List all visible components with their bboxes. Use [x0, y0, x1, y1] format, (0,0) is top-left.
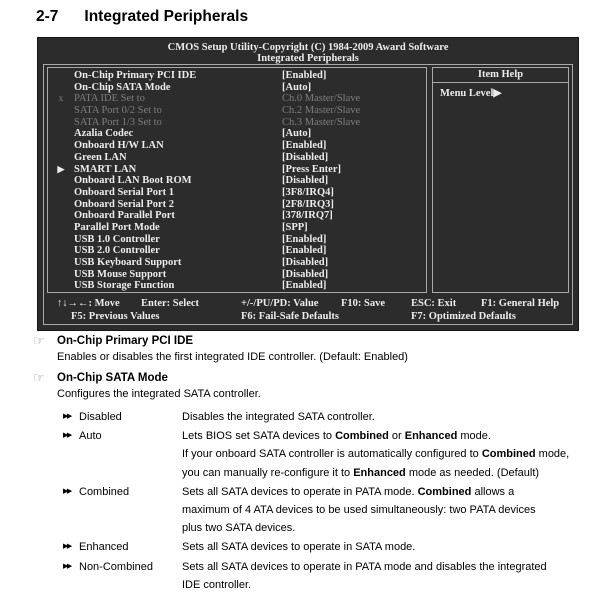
bios-item-row	[48, 245, 426, 257]
key-hint: F5: Previous Values	[71, 311, 160, 322]
bios-item-row	[48, 152, 426, 164]
item-value: [Disabled]	[282, 175, 329, 187]
item-value: [3F8/IRQ4]	[282, 186, 334, 198]
menu-level-label: Menu Level	[440, 88, 494, 99]
description-line	[182, 519, 612, 537]
item-label: Onboard Parallel Port	[74, 210, 175, 222]
bios-item-row	[48, 175, 426, 187]
description-line	[182, 483, 612, 501]
item-marker	[48, 210, 74, 222]
bios-copyright-line: CMOS Setup Utility-Copyright (C) 1984-2009 Award Software	[167, 42, 449, 53]
text: Sets all SATA devices to operate in SATA mode.	[182, 541, 416, 554]
description-line	[182, 558, 612, 576]
bios-item-row	[48, 257, 426, 269]
description-line	[182, 501, 612, 519]
bold-text: Combined	[335, 430, 389, 443]
option-description	[182, 558, 612, 594]
item-label: SATA Port 0/2 Set to	[74, 105, 162, 117]
doc-section	[0, 371, 612, 594]
section-heading: On-Chip Primary PCI IDE	[57, 334, 194, 347]
bios-items-panel	[47, 67, 427, 293]
hand-bullet-icon: ☞	[33, 370, 45, 385]
item-marker	[48, 280, 74, 292]
option-description	[182, 427, 612, 482]
item-marker	[48, 199, 74, 211]
option-description	[182, 483, 612, 538]
text: allows a	[471, 485, 515, 498]
double-arrow-icon: ▶▶	[63, 432, 71, 440]
item-value: [Enabled]	[282, 233, 327, 245]
item-marker	[48, 105, 74, 117]
option-name: Non-Combined	[79, 560, 153, 573]
bios-frame	[43, 64, 573, 325]
key-hint: F10: Save	[341, 298, 386, 309]
item-label: On-Chip SATA Mode	[74, 81, 171, 93]
item-value: [Disabled]	[282, 268, 329, 280]
options-list	[63, 408, 612, 594]
doc-section	[0, 334, 612, 364]
item-marker	[48, 222, 74, 234]
bios-item-row	[48, 222, 426, 234]
item-value: [2F8/IRQ3]	[282, 198, 334, 210]
bios-item-row	[48, 210, 426, 222]
bios-keylegend-row1	[44, 298, 572, 310]
option-name: Enhanced	[79, 541, 129, 554]
item-label: Onboard H/W LAN	[74, 140, 164, 152]
text: If your onboard SATA controller is automatically configured to	[182, 448, 482, 461]
option-row	[63, 538, 612, 556]
text: mode.	[457, 430, 491, 443]
option-row	[63, 427, 612, 482]
item-value: [Enabled]	[282, 245, 327, 257]
item-marker: x	[58, 93, 64, 104]
item-value: [378/IRQ7]	[282, 210, 333, 222]
item-value: [Auto]	[282, 128, 312, 140]
item-label: PATA IDE Set to	[74, 93, 145, 105]
item-marker	[48, 269, 74, 281]
text: or	[388, 430, 405, 443]
bold-text: Combined	[417, 485, 472, 498]
bios-item-row	[48, 93, 426, 105]
double-arrow-icon: ▶▶	[63, 413, 71, 420]
item-value: [Auto]	[282, 81, 312, 93]
item-value: [SPP]	[282, 221, 308, 233]
bios-screen-title: Integrated Peripherals	[257, 53, 359, 64]
bios-item-row	[48, 187, 426, 199]
key-hint: ESC: Exit	[411, 298, 457, 309]
item-marker	[48, 128, 74, 140]
item-value: [Enabled]	[282, 140, 327, 152]
description-line	[182, 408, 612, 426]
item-label: USB 2.0 Controller	[74, 245, 160, 257]
bios-item-row	[48, 105, 426, 117]
bios-item-row	[48, 280, 426, 292]
section-heading-row	[33, 371, 612, 384]
option-description	[182, 408, 612, 426]
item-label: Azalia Codec	[74, 128, 134, 140]
item-value: [Enabled]	[282, 70, 327, 81]
bios-help-panel	[432, 67, 569, 293]
description-line	[182, 538, 612, 556]
key-hint: ↑↓→←: Move	[57, 298, 120, 309]
option-row	[63, 483, 612, 538]
item-marker	[48, 82, 74, 94]
section-paragraph	[57, 387, 612, 401]
text: IDE controller.	[182, 578, 252, 591]
item-marker	[48, 175, 74, 187]
item-value: [Enabled]	[282, 280, 327, 292]
bold-text: Combined	[481, 448, 536, 461]
description-line	[182, 464, 612, 482]
option-description	[182, 538, 612, 556]
bios-item-row	[48, 128, 426, 140]
section-paragraph	[57, 350, 612, 364]
key-hint: F7: Optimized Defaults	[411, 311, 516, 322]
key-hint: Enter: Select	[141, 298, 200, 309]
item-marker	[48, 257, 74, 269]
item-label: SMART LAN	[74, 163, 137, 175]
bios-item-row	[48, 82, 426, 94]
item-value: Ch.3 Master/Slave	[282, 116, 361, 128]
text: Sets all SATA devices to operate in PATA mode.	[182, 485, 418, 498]
key-hint: F1: General Help	[481, 298, 560, 309]
double-arrow-icon: ▶▶	[63, 562, 71, 570]
bios-item-row	[48, 269, 426, 281]
item-label: Parallel Port Mode	[74, 221, 160, 233]
item-marker	[48, 152, 74, 164]
item-label: USB 1.0 Controller	[74, 233, 160, 245]
item-label: Onboard Serial Port 1	[74, 186, 175, 198]
bios-item-row	[48, 140, 426, 152]
text: Enables or disables the first integrated IDE controller. (Default: Enabled)	[57, 351, 408, 363]
item-value: [Disabled]	[282, 151, 329, 163]
item-label: Onboard Serial Port 2	[74, 198, 175, 210]
text: plus two SATA devices.	[182, 522, 296, 535]
section-title: Integrated Peripherals	[84, 8, 249, 25]
bios-keylegend-row2	[44, 311, 572, 323]
item-label: USB Keyboard Support	[74, 257, 182, 268]
description-line	[182, 445, 612, 463]
item-marker	[48, 70, 74, 82]
text: you can manually re-configure it to	[182, 466, 354, 479]
section-number: 2-7	[36, 8, 59, 25]
bold-text: Enhanced	[353, 466, 406, 479]
option-name: Combined	[79, 485, 130, 498]
item-value: Ch.0 Master/Slave	[282, 93, 361, 105]
bios-item-row	[48, 199, 426, 211]
section-heading: On-Chip SATA Mode	[57, 371, 168, 384]
item-value: [Press Enter]	[282, 163, 341, 175]
section-heading-row	[33, 334, 612, 347]
item-label: USB Storage Function	[74, 280, 175, 292]
option-name: Disabled	[79, 411, 122, 423]
description-line	[182, 576, 612, 594]
item-label: USB Mouse Support	[74, 268, 167, 280]
description-line	[182, 427, 612, 445]
submenu-arrow-icon: ▶	[57, 163, 65, 174]
item-value: Ch.2 Master/Slave	[282, 105, 361, 117]
option-row	[63, 408, 612, 426]
menu-level	[433, 83, 568, 99]
item-marker	[48, 187, 74, 199]
option-row	[63, 558, 612, 594]
bios-screenshot	[38, 38, 578, 330]
double-arrow-icon: ▶▶	[63, 487, 71, 495]
item-label: On-Chip Primary PCI IDE	[74, 70, 197, 81]
bios-item-row	[48, 70, 426, 82]
page-title	[36, 8, 248, 26]
key-hint: +/-/PU/PD: Value	[241, 298, 319, 309]
text: maximum of 4 ATA devices to be used simultaneously: two PATA devices	[182, 504, 536, 517]
bold-text: Enhanced	[404, 430, 458, 443]
doc-sections	[0, 334, 612, 600]
double-arrow-icon: ▶▶	[63, 543, 71, 551]
item-label: SATA Port 1/3 Set to	[74, 116, 162, 128]
option-name: Auto	[79, 430, 102, 443]
item-marker	[48, 117, 74, 129]
item-marker	[48, 140, 74, 152]
text: mode as needed. (Default)	[405, 466, 540, 479]
item-label: Green LAN	[74, 151, 127, 163]
bios-item-row	[48, 164, 426, 176]
menu-level-arrow-icon: ▶	[493, 88, 502, 99]
item-marker	[48, 245, 74, 257]
text: Lets BIOS set SATA devices to	[182, 430, 336, 443]
hand-bullet-icon: ☞	[33, 333, 45, 348]
item-help-title: Item Help	[433, 68, 568, 83]
text: Sets all SATA devices to operate in PATA mode and disables the integrated	[182, 560, 547, 573]
text: Configures the integrated SATA controller.	[57, 388, 261, 400]
bios-item-row	[48, 117, 426, 129]
item-label: Onboard LAN Boot ROM	[74, 175, 192, 187]
bios-item-row	[48, 234, 426, 246]
item-marker	[48, 234, 74, 246]
text: mode,	[535, 448, 570, 461]
key-hint: F6: Fail-Safe Defaults	[241, 311, 339, 322]
item-value: [Disabled]	[282, 257, 329, 268]
text: Disables the integrated SATA controller.	[182, 411, 375, 423]
